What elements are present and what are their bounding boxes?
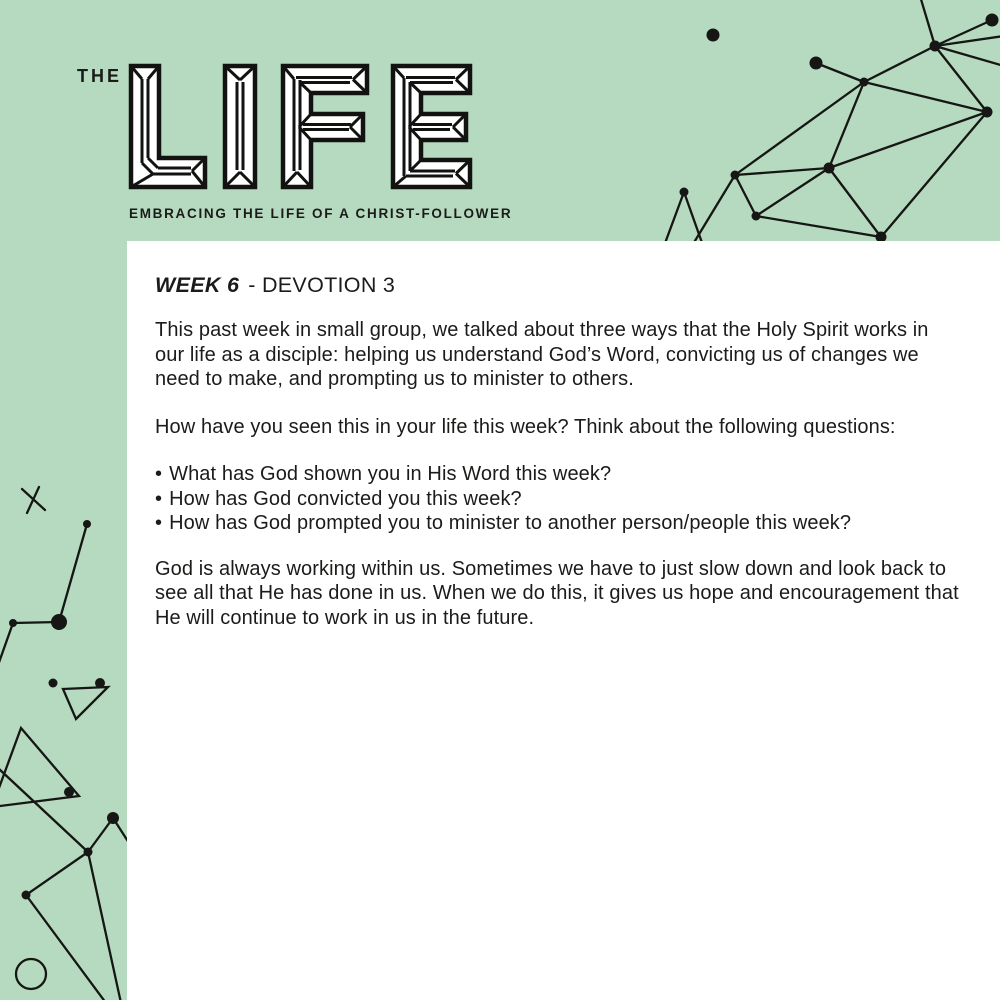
bullet-icon: • <box>155 487 163 510</box>
text-line: see all that He has done in us. When we do this, it gives us hope and encouragement that <box>155 582 959 604</box>
logo-the-text: THE <box>77 66 122 86</box>
devotion-label: - DEVOTION 3 <box>248 273 396 297</box>
question-text: What has God shown you in His Word this week? <box>169 463 612 485</box>
constellation-bottom-left <box>0 487 131 1000</box>
list-item <box>155 487 990 512</box>
life-wordmark <box>0 0 520 240</box>
text-line: He will continue to work in us in the future. <box>155 606 535 629</box>
list-item <box>155 511 990 536</box>
bullet-icon: • <box>155 512 163 534</box>
question-text: How has God convicted you this week? <box>169 487 522 510</box>
text-line: How have you seen this in your life this week? Think about the following questions: <box>155 415 896 438</box>
list-item <box>155 462 990 487</box>
text-line: This past week in small group, we talked about three ways that the Holy Spirit works in <box>155 319 929 341</box>
text-line: our life as a disciple: helping us understand God’s Word, convicting us of changes we <box>155 343 919 366</box>
logo <box>0 0 520 240</box>
bullet-icon: • <box>155 463 163 485</box>
content-panel <box>127 241 1000 1000</box>
question-text: How has God prompted you to minister to another person/people this week? <box>169 512 852 534</box>
logo-tagline: EMBRACING THE LIFE OF A CHRIST-FOLLOWER <box>129 206 513 221</box>
constellation-top-right <box>661 0 1000 254</box>
text-line: need to make, and prompting us to minister to others. <box>155 368 634 390</box>
letter-I <box>225 66 255 187</box>
devotion-content <box>155 272 990 630</box>
letter-F <box>283 66 367 187</box>
paragraph-prompt <box>155 415 990 440</box>
page-title <box>155 272 990 298</box>
question-list <box>155 462 990 536</box>
week-label: WEEK 6 <box>155 273 240 297</box>
paragraph-closing <box>155 557 990 631</box>
paragraph-intro <box>155 318 990 392</box>
text-line: God is always working within us. Sometimes we have to just slow down and look back to <box>155 557 947 580</box>
